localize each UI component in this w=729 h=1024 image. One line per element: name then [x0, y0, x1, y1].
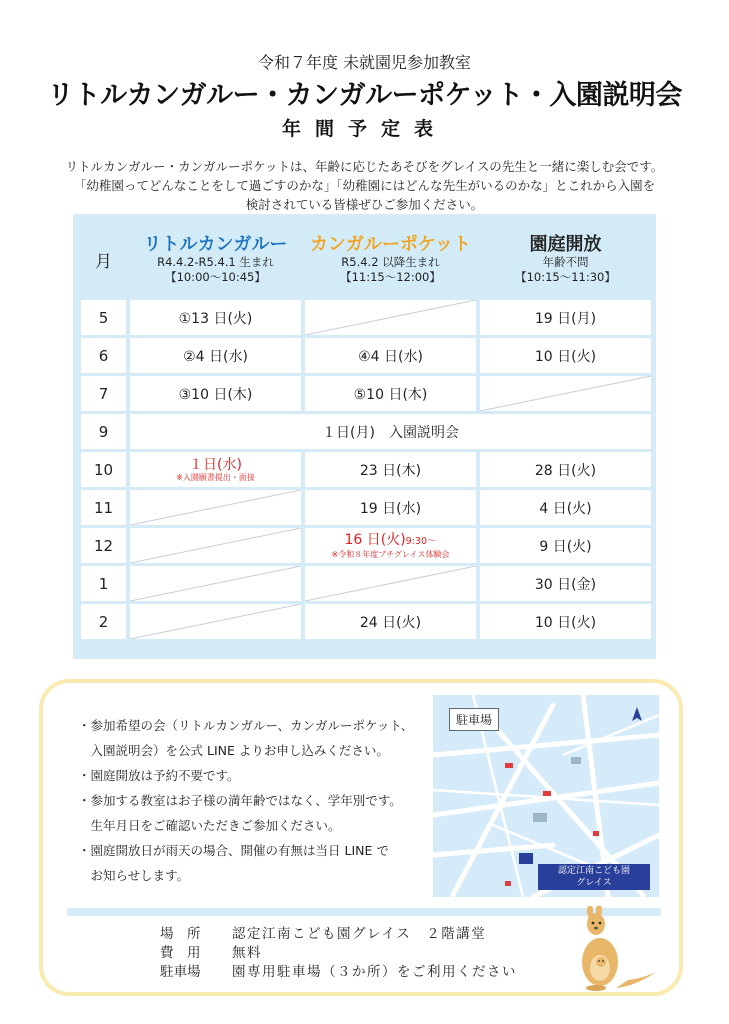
kangaroo-illustration [566, 906, 658, 992]
empty-cell-slash [130, 490, 301, 525]
empty-cell-slash [305, 566, 476, 601]
header-kangaroo-pocket [305, 221, 476, 297]
month-cell: 7 [81, 376, 126, 411]
schedule-note: ※令和８年度プチグレイス体験会 [331, 549, 450, 559]
empty-cell-slash [130, 566, 301, 601]
month-cell: 6 [81, 338, 126, 373]
header-little-kangaroo [130, 221, 301, 297]
schedule-date [305, 532, 476, 550]
column-time: 【10:00～10:45】 [165, 269, 266, 284]
table-row [81, 490, 651, 525]
fact-row-fee [160, 944, 517, 963]
schedule-table-frame [73, 214, 656, 659]
month-cell: 10 [81, 452, 126, 487]
note-line: ・園庭開放は予約不要です。 [78, 768, 240, 783]
note-line: お知らせします。 [78, 868, 190, 883]
caption-line: 認定江南こども園 [557, 866, 630, 876]
note-line: 生年月日をご確認いただきご参加ください。 [78, 818, 341, 833]
schedule-cell: 24 日(火) [305, 604, 476, 639]
header-subtitle: 令和７年度 未就園児参加教室 [257, 53, 472, 72]
month-cell: 5 [81, 300, 126, 335]
column-eligibility: R4.4.2-R5.4.1 生まれ [157, 254, 274, 269]
fact-row-venue [160, 925, 517, 944]
table-row [81, 452, 651, 487]
schedule-cell: 19 日(水) [305, 490, 476, 525]
fact-value: 無料 [232, 945, 262, 961]
schedule-table [77, 218, 655, 642]
note-line: 入園説明会）を公式 LINE よりお申し込みください。 [78, 743, 389, 758]
event-facts [160, 925, 517, 982]
intro-text [40, 157, 689, 214]
table-row [81, 528, 651, 563]
schedule-label: 年間予定表 [281, 118, 447, 140]
note-line: ・参加希望の会（リトルカンガルー、カンガルーポケット、 [78, 718, 414, 733]
column-time: 【11:15～12:00】 [340, 269, 441, 284]
caption-line: グレイス [576, 878, 612, 888]
month-cell: 1 [81, 566, 126, 601]
intro-line: リトルカンガルー・カンガルーポケットは、年齢に応じたあそびをグレイスの先生と一緒に楽しむ会です。 [65, 159, 664, 174]
note-line: ・参加する教室はお子様の満年齢ではなく、学年別です。 [78, 793, 402, 808]
page-title: リトルカンガルー・カンガルーポケット・入園説明会 [47, 80, 682, 111]
table-row [81, 604, 651, 639]
schedule-cell: 23 日(木) [305, 452, 476, 487]
month-header: 月 [81, 221, 126, 297]
schedule-cell: ①13 日(火) [130, 300, 301, 335]
notes-list [78, 713, 428, 888]
school-name-caption [538, 864, 650, 890]
empty-cell-slash [305, 300, 476, 335]
column-title: リトルカンガルー [143, 233, 288, 255]
schedule-cell: 10 日(火) [480, 604, 651, 639]
schedule-cell: 10 日(火) [480, 338, 651, 373]
empty-cell-slash [130, 528, 301, 563]
empty-cell-slash [480, 376, 651, 411]
schedule-cell [130, 452, 301, 487]
schedule-cell: ④4 日(水) [305, 338, 476, 373]
map-parking-label: 駐車場 [449, 708, 499, 731]
fact-label: 場 所 [160, 926, 201, 942]
intro-line: 「幼稚園ってどんなことをして過ごすのかな」「幼稚園にはどんな先生がいるのかな」とこれから入園を [73, 178, 656, 193]
intro-line: 検討されている皆様ぜひご参加ください。 [245, 197, 484, 212]
schedule-cell: 19 日(月) [480, 300, 651, 335]
schedule-note: ※入園願書提出・面接 [176, 472, 255, 482]
schedule-date: １日(水) [189, 456, 242, 473]
month-cell: 2 [81, 604, 126, 639]
fact-row-parking [160, 963, 517, 982]
column-time: 【10:15～11:30】 [515, 269, 616, 284]
table-row [81, 376, 651, 411]
schedule-cell: 4 日(火) [480, 490, 651, 525]
schedule-time: 9:30～ [405, 535, 437, 547]
fact-label: 費 用 [160, 945, 201, 961]
month-cell: 12 [81, 528, 126, 563]
column-eligibility: 年齢不問 [542, 254, 589, 269]
school-location-marker [519, 853, 533, 864]
month-cell: 11 [81, 490, 126, 525]
schedule-cell: ③10 日(木) [130, 376, 301, 411]
schedule-date-main: 16 日(火) [344, 531, 406, 548]
schedule-cell: 30 日(金) [480, 566, 651, 601]
table-row [81, 566, 651, 601]
schedule-cell: ②4 日(水) [130, 338, 301, 373]
briefing-session-cell: １日(月) 入園説明会 [130, 414, 651, 449]
schedule-cell [305, 528, 476, 563]
schedule-cell: ⑤10 日(木) [305, 376, 476, 411]
table-row [81, 414, 651, 449]
fact-value: 認定江南こども園グレイス ２階講堂 [232, 926, 487, 942]
column-title: カンガルーポケット [309, 233, 472, 255]
table-header-row [81, 221, 651, 297]
fact-value: 園専用駐車場（３か所）をご利用ください [232, 964, 517, 980]
north-arrow-icon [630, 707, 644, 723]
column-title: 園庭開放 [529, 233, 602, 255]
empty-cell-slash [130, 604, 301, 639]
table-row [81, 338, 651, 373]
note-line: ・園庭開放日が雨天の場合、開催の有無は当日 LINE で [78, 843, 389, 858]
header-open-garden [480, 221, 651, 297]
table-row [81, 300, 651, 335]
schedule-cell: 9 日(火) [480, 528, 651, 563]
fact-label: 駐車場 [160, 964, 201, 980]
column-eligibility: R5.4.2 以降生まれ [341, 254, 440, 269]
month-cell: 9 [81, 414, 126, 449]
schedule-cell: 28 日(火) [480, 452, 651, 487]
